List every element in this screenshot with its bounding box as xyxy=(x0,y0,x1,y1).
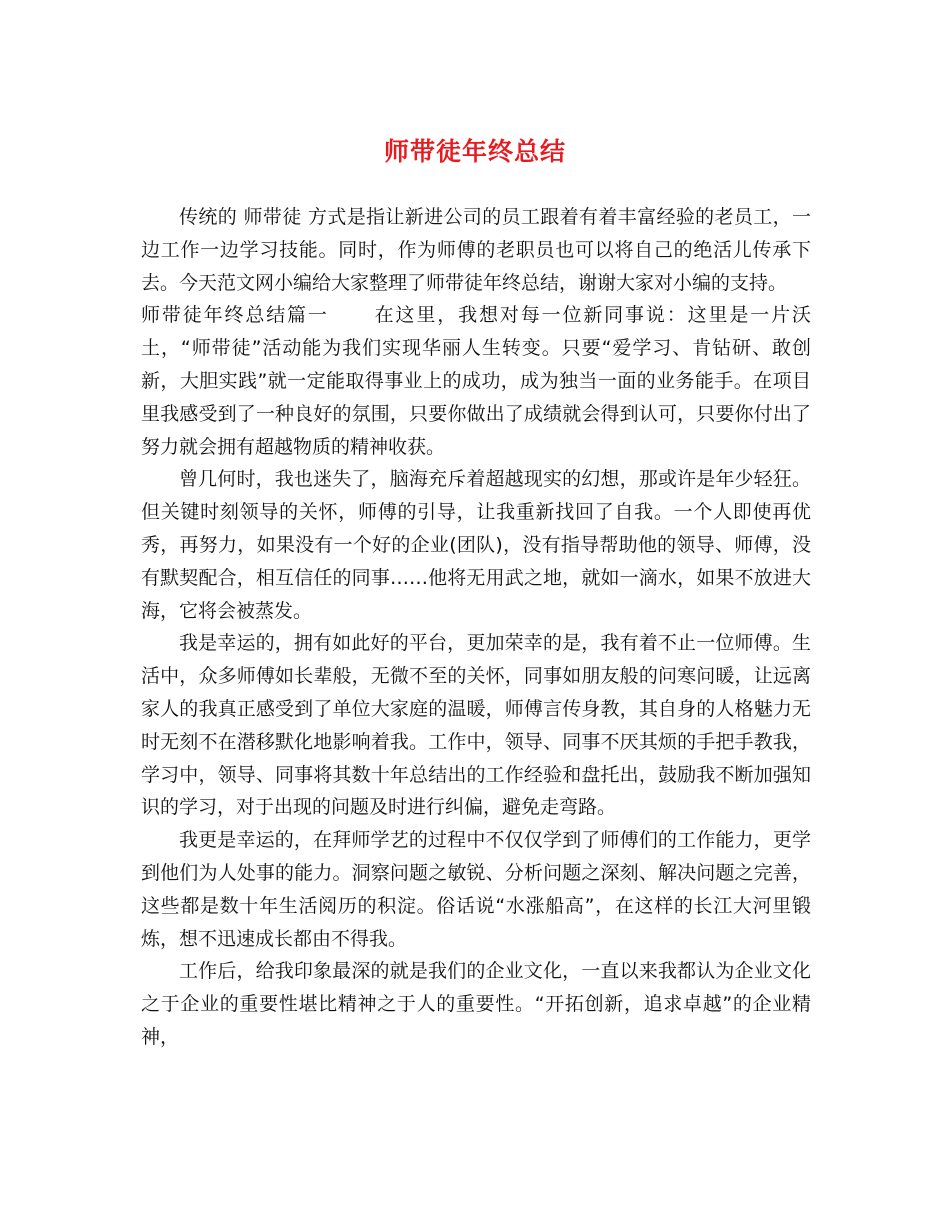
section-paragraph xyxy=(141,299,811,463)
document-body xyxy=(141,201,811,1054)
body-paragraph: 我更是幸运的，在拜师学艺的过程中不仅仅学到了师傅们的工作能力，更学到他们为人处事的能力。洞察问题之敏锐、分析问题之深刻、解决问题之完善，这些都是数十年生活阅历的积淀。俗话说“水涨船高”，在这样的长江大河里锻炼，想不迅速成长都由不得我。 xyxy=(141,829,811,950)
section-first-paragraph: 在这里，我想对每一位新同事说：这里是一片沃土，“师带徒”活动能为我们实现华丽人生转变。只要“爱学习、肯钻研、敢创新，大胆实践”就一定能取得事业上的成功，成为独当一面的业务能手。在项目里我感受到了一种良好的氛围，只要你做出了成绩就会得到认可，只要你付出了努力就会拥有超越物质的精神收获。 xyxy=(141,304,811,458)
document-title: 师带徒年终总结 xyxy=(383,137,566,166)
body-paragraph: 我是幸运的，拥有如此好的平台，更加荣幸的是，我有着不止一位师傅。生活中，众多师傅如长辈般，无微不至的关怀，同事如朋友般的问寒问暖，让远离家人的我真正感受到了单位大家庭的温暖，师傅言传身教，其自身的人格魅力无时无刻不在潜移默化地影响着我。工作中，领导、同事不厌其烦的手把手教我，学习中，领导、同事将其数十年总结出的工作经验和盘托出，鼓励我不断加强知识的学习，对于出现的问题及时进行纠偏，避免走弯路。 xyxy=(141,632,811,819)
body-paragraph: 曾几何时，我也迷失了，脑海充斥着超越现实的幻想，那或许是年少轻狂。但关键时刻领导的关怀，师傅的引导，让我重新找回了自我。一个人即使再优秀，再努力，如果没有一个好的企业(团队)，没有指导帮助他的领导、师傅，没有默契配合，相互信任的同事……他将无用武之地，就如一滴水，如果不放进大海，它将会被蒸发。 xyxy=(141,468,811,622)
intro-paragraph: 传统的 师带徒 方式是指让新进公司的员工跟着有着丰富经验的老员工，一边工作一边学习技能。同时，作为师傅的老职员也可以将自己的绝活儿传承下去。今天范文网小编给大家整理了师带徒年终总结，谢谢大家对小编的支持。 xyxy=(141,206,811,294)
section-heading: 师带徒年终总结篇一 xyxy=(141,304,329,327)
body-paragraph: 工作后，给我印象最深的就是我们的企业文化，一直以来我都认为企业文化之于企业的重要性堪比精神之于人的重要性。“开拓创新，追求卓越”的企业精神， xyxy=(141,960,811,1048)
